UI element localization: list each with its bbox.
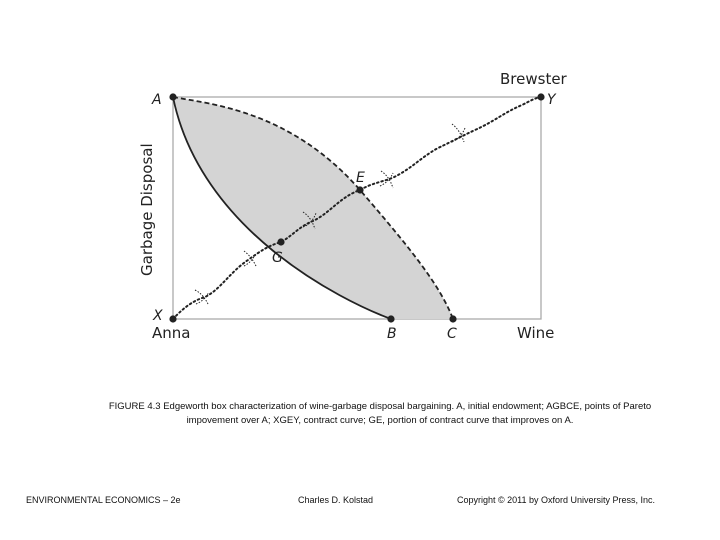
- label-brewster: Brewster: [500, 70, 567, 88]
- label-point-g: G: [272, 250, 283, 266]
- footer-author: Charles D. Kolstad: [298, 495, 374, 505]
- point-g-dot: [277, 238, 284, 245]
- caption-line-1: FIGURE 4.3 Edgeworth box characterization of wine-garbage disposal bargaining. A, initial endowment; AGBCE, points of Pareto: [108, 401, 652, 412]
- label-point-x: X: [153, 308, 163, 324]
- label-wine-axis: Wine: [517, 324, 555, 342]
- label-point-y: Y: [547, 92, 556, 108]
- label-garbage-disposal-axis: Garbage Disposal: [138, 143, 156, 276]
- point-a-dot: [169, 93, 176, 100]
- figure-caption: [60, 400, 700, 428]
- label-point-a: A: [152, 92, 162, 108]
- label-point-b: B: [387, 326, 397, 342]
- point-e-dot: [356, 186, 363, 193]
- footer-copyright: Copyright © 2011 by Oxford University Press, Inc.: [457, 495, 656, 505]
- footer-book-title: ENVIRONMENTAL ECONOMICS – 2e: [26, 495, 181, 505]
- pareto-improvement-region: [173, 97, 453, 319]
- label-point-c: C: [447, 326, 457, 342]
- point-b-dot: [387, 315, 394, 322]
- label-anna: Anna: [152, 324, 191, 342]
- point-x-dot: [169, 315, 176, 322]
- point-c-dot: [449, 315, 456, 322]
- caption-line-2: impovement over A; XGEY, contract curve; GE, portion of contract curve that improves on A.: [186, 415, 574, 426]
- label-point-e: E: [356, 170, 365, 186]
- point-y-dot: [537, 93, 544, 100]
